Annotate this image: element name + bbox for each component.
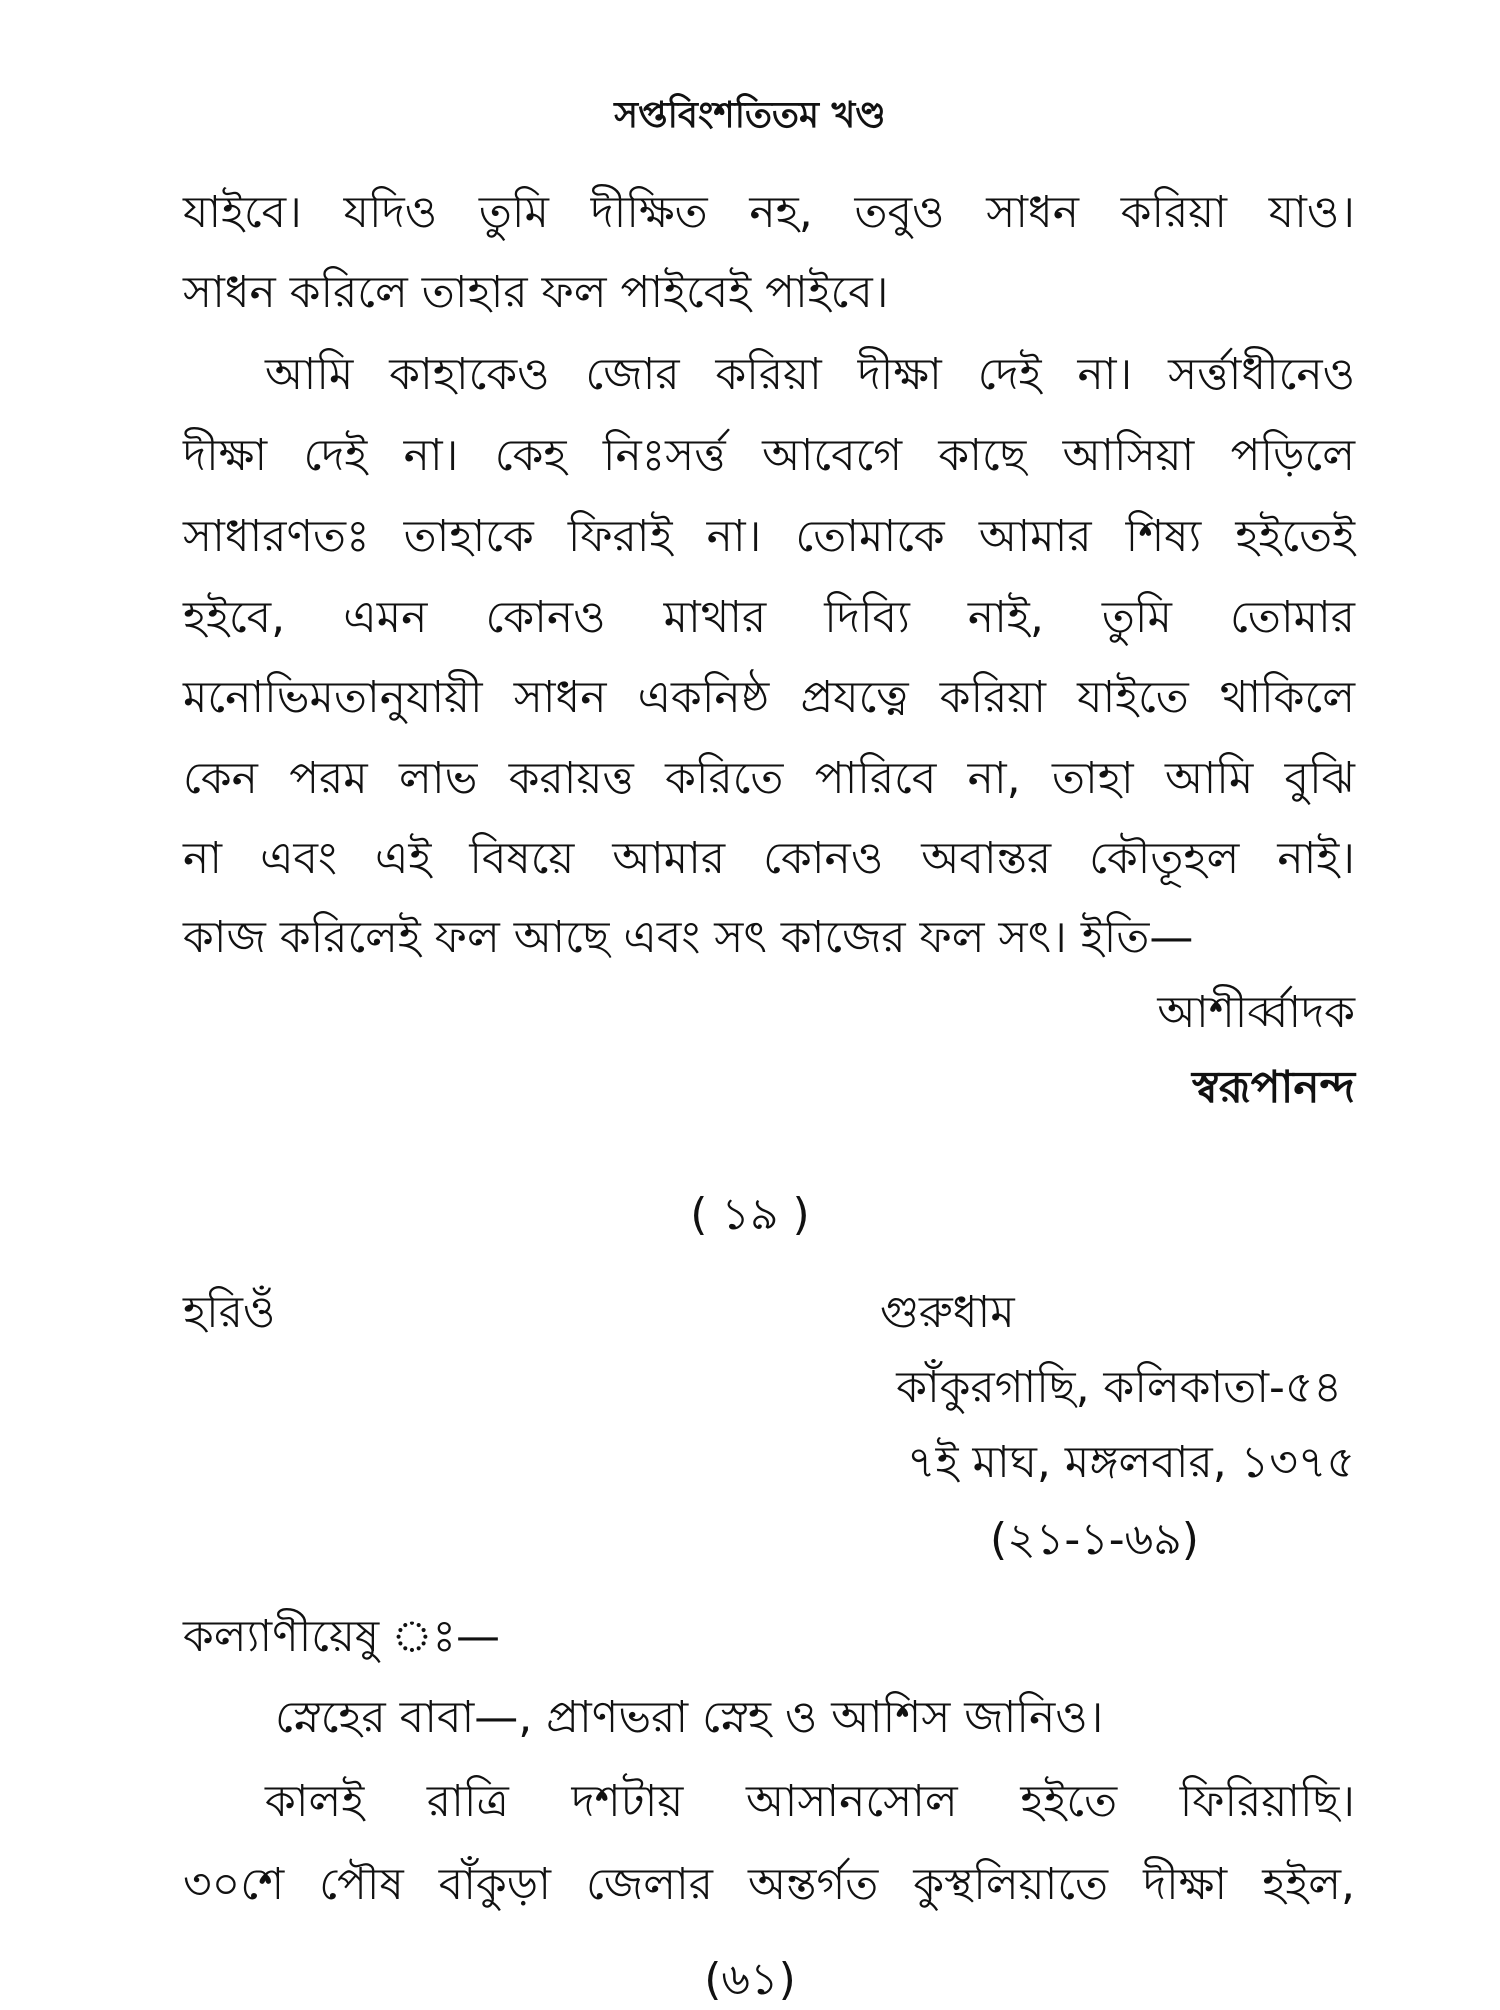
text-line: না এবং এই বিষয়ে আমার কোনও অবান্তর কৌতূহল নাই।: [183, 833, 1355, 884]
address-area: কাঁকুরগাছি, কলিকাতা-৫৪: [896, 1362, 1342, 1413]
letter-number: ( ১৯ ): [690, 1189, 810, 1240]
text-line: মনোভিমতানুযায়ী সাধন একনিষ্ঠ প্রযত্নে করিয়া যাইতে থাকিলে: [183, 672, 1355, 723]
address-date: ৭ই মাঘ, মঙ্গলবার, ১৩৭৫: [907, 1437, 1355, 1488]
addressee: কল্যাণীয়েষু ঃ—: [183, 1611, 500, 1662]
text-line: সাধারণতঃ তাহাকে ফিরাই না। তোমাকে আমার শিষ্য হইতেই: [183, 511, 1355, 562]
closing: আশীর্ব্বাদক: [1157, 987, 1355, 1038]
text-line: কেন পরম লাভ করায়ত্ত করিতে পারিবে না, তাহা আমি বুঝি: [183, 753, 1355, 804]
address-date-numeric: (২১-১-৬৯): [990, 1514, 1199, 1565]
text-line: যাইবে। যদিও তুমি দীক্ষিত নহ, তবুও সাধন করিয়া যাও।: [183, 187, 1355, 238]
text-line: আমি কাহাকেও জোর করিয়া দীক্ষা দেই না। সর্ত্তাধীনেও: [265, 349, 1355, 400]
text-line: কালই রাত্রি দশটায় আসানসোল হইতে ফিরিয়াছি।: [265, 1776, 1355, 1827]
text-line: ৩০শে পৌষ বাঁকুড়া জেলার অন্তর্গত কুস্থলিয়াতে দীক্ষা হইল,: [183, 1859, 1355, 1910]
text-line: দীক্ষা দেই না। কেহ নিঃসর্ত্ত আবেগে কাছে আসিয়া পড়িলে: [183, 430, 1355, 481]
text-line: সাধন করিলে তাহার ফল পাইবেই পাইবে।: [183, 267, 889, 318]
text-line: স্নেহের বাবা—, প্রাণভরা স্নেহ ও আশিস জানিও।: [275, 1692, 1104, 1743]
text-line: হইবে, এমন কোনও মাথার দিব্যি নাই, তুমি তোমার: [183, 592, 1355, 643]
page-number: (৬১): [704, 1954, 796, 2005]
running-header: সপ্তবিংশতিতম খণ্ড: [614, 95, 886, 136]
address-place: গুরুধাম: [880, 1287, 1015, 1338]
salutation-left: হরিওঁ: [183, 1287, 276, 1338]
text-line: কাজ করিলেই ফল আছে এবং সৎ কাজের ফল সৎ। ইতি—: [183, 912, 1194, 963]
signature: স্বরূপানন্দ: [1191, 1062, 1355, 1113]
